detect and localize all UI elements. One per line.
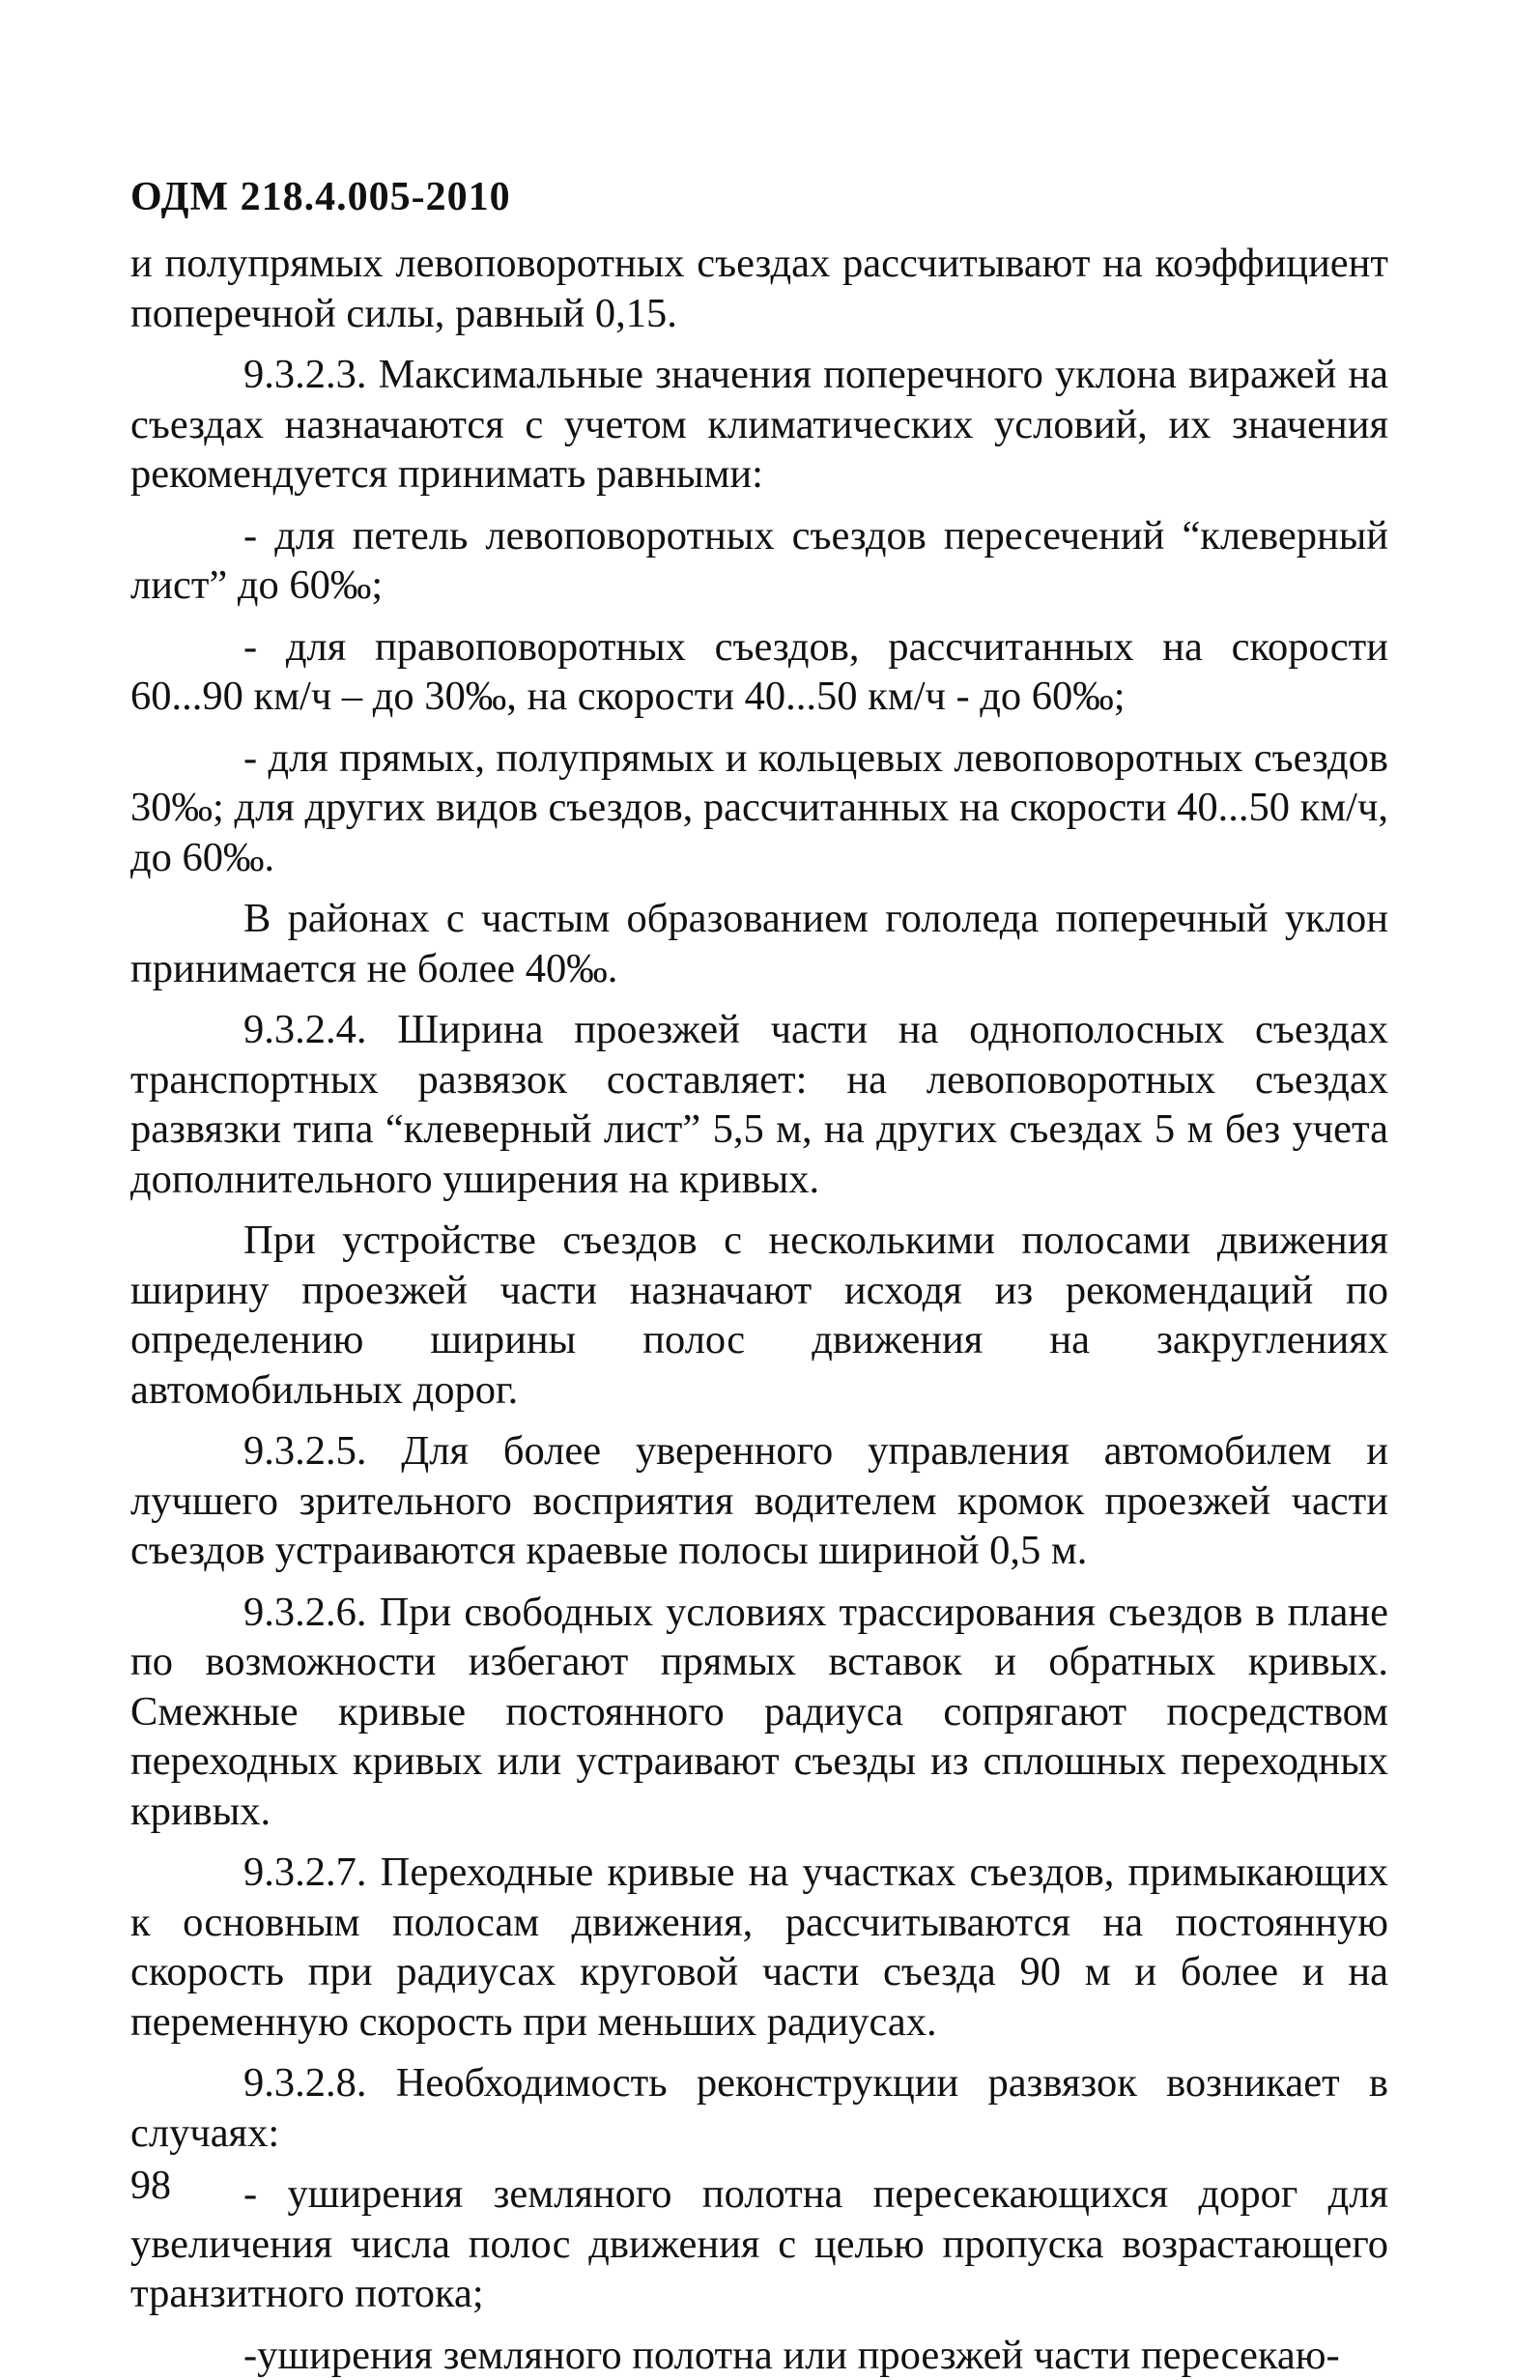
paragraph-continuation: и полупрямых левоповоротных съездах рассчитывают на коэффициент поперечной силы, равный 0,15. [130, 239, 1388, 338]
list-item-widening-carriageway: -уширения земляного полотна или проезжей части пересекаю- [130, 2331, 1388, 2380]
paragraph-9-3-2-4: 9.3.2.4. Ширина проезжей части на однополосных съездах транспортных развязок составляет: на левоповоротных съездах развязки типа “клеверный лист” 5,5 м, на других съездах 5 м без учета дополнительного уширения на кривых. [130, 1005, 1388, 1204]
paragraph-9-3-2-8: 9.3.2.8. Необходимость реконструкции развязок возникает в случаях: [130, 2058, 1388, 2158]
list-item-right-turn-ramps: - для правоповоротных съездов, рассчитанных на скорости 60...90 км/ч – до 30‰, на скорости 40...50 км/ч - до 60‰; [130, 622, 1388, 722]
list-item-loop-ramps: - для петель левоповоротных съездов пересечений “клеверный лист” до 60‰; [130, 511, 1388, 611]
paragraph-9-3-2-5: 9.3.2.5. Для более уверенного управления автомобилем и лучшего зрительного восприятия водителем кромок проезжей части съездов устраиваются краевые полосы шириной 0,5 м. [130, 1426, 1388, 1576]
list-item-widening-roadbed: - уширения земляного полотна пересекающихся дорог для увеличения числа полос движения с целью пропуска возрастающего транзитного потока; [130, 2169, 1388, 2319]
page-number: 98 [130, 2163, 171, 2209]
paragraph-icing-regions: В районах с частым образованием гололеда поперечный уклон принимается не более 40‰. [130, 894, 1388, 993]
paragraph-9-3-2-6: 9.3.2.6. При свободных условиях трассирования съездов в плане по возможности избегают прямых вставок и обратных кривых. Смежные кривые постоянного радиуса сопрягают посредством переходных кривых или устраивают съезды из сплошных переходных кривых. [130, 1588, 1388, 1837]
paragraph-multilane-ramps: При устройстве съездов с несколькими полосами движения ширину проезжей части назначают исходя из рекомендаций по определению ширины полос движения на закруглениях автомобильных дорог. [130, 1216, 1388, 1415]
body-text [130, 239, 1388, 2380]
list-item-direct-ramps: - для прямых, полупрямых и кольцевых левоповоротных съездов 30‰; для других видов съездов, рассчитанных на скорости 40...50 км/ч, до 60‰. [130, 733, 1388, 883]
paragraph-9-3-2-3: 9.3.2.3. Максимальные значения поперечного уклона виражей на съездах назначаются с учетом климатических условий, их значения рекомендуется принимать равными: [130, 350, 1388, 500]
document-code-header: ОДМ 218.4.005-2010 [130, 174, 511, 220]
paragraph-9-3-2-7: 9.3.2.7. Переходные кривые на участках съездов, примыкающих к основным полосам движения, рассчитываются на постоянную скорость при радиусах круговой части съезда 90 м и более и на переменную скорость при меньших радиусах. [130, 1848, 1388, 2047]
